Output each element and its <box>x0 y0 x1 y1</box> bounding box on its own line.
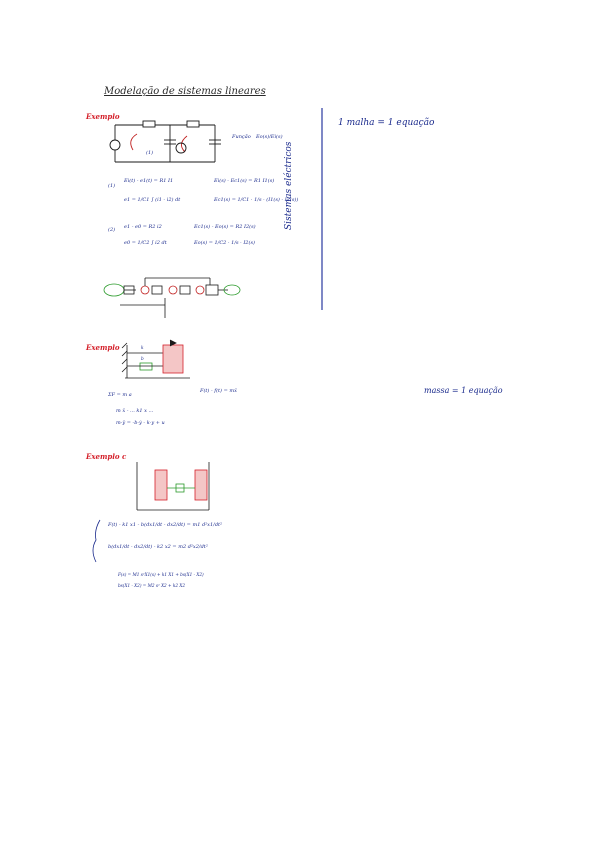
ex3-laplace-2: bs(X1 - X2) = M2 s² X2 + k2 X2 <box>118 583 186 588</box>
loop-2-index: (2) <box>108 227 116 233</box>
tf-expr: Eo(s)/Ei(s) <box>256 134 283 140</box>
ex2-model: F(t) - f(t) = mẍ <box>200 388 237 394</box>
ex2-eq2: m ẍ - ... k1 x ... <box>116 408 154 414</box>
example-2-label: Exemplo <box>86 343 120 352</box>
eq-1a: Ei(t) - e1(t) = R1 I1 <box>124 178 174 184</box>
vertical-label: Sistemas eléctricos <box>284 141 294 230</box>
eq-1b-laplace: Ec1(s) = 1/C1 · 1/s · (I1(s) - I2(s)) <box>214 197 299 203</box>
loop-1-index: (1) <box>108 183 116 189</box>
block-diagram <box>104 278 240 318</box>
spring-label: k <box>141 345 144 350</box>
eq-2b-laplace: Eo(s) = 1/C2 · 1/s · I2(s) <box>194 240 255 246</box>
ex3-laplace-1: F(s) = M1 s²X1(s) + k1 X1 + bs(X1 - X2) <box>118 572 204 577</box>
ex3-eq-bottom: b(dx1/dt - dx2/dt) - k2 x2 = m2 d²x2/dt² <box>108 544 208 550</box>
eq-2b: e0 = 1/C2 ∫ i2 dt <box>124 240 167 246</box>
damper-label: b <box>141 356 144 361</box>
mass-spring-diagram <box>122 340 190 378</box>
ex3-eq-top: F(t) - k1 x1 - b(dx1/dt - dx2/dt) = m1 d²x1/dt² <box>108 522 223 528</box>
eq-1a-laplace: Ei(s) - Ec1(s) = R1 I1(s) <box>214 178 275 184</box>
mech-note: massa = 1 equação <box>424 386 503 395</box>
ex2-eq3: m·ÿ = -b·ẏ - k·y + u <box>116 420 165 426</box>
eq-2a: e1 - e0 = R2 i2 <box>124 224 162 230</box>
eq-1b: e1 = 1/C1 ∫ (i1 - i2) dt <box>124 197 181 203</box>
circuit-diagram <box>110 121 221 162</box>
example-3-label: Exemplo c <box>86 452 127 461</box>
example-1-label: Exemplo <box>86 112 120 121</box>
eq-2a-laplace: Ec1(s) - Eo(s) = R2 I2(s) <box>194 224 256 230</box>
rule-note: 1 malha = 1 equação <box>338 118 435 128</box>
tf-label: Função <box>232 134 251 140</box>
ex2-eq1: ΣF = m a <box>108 392 132 398</box>
loop-1-marker: (1) <box>146 150 154 156</box>
page-title: Modelação de sistemas lineares <box>104 86 266 97</box>
